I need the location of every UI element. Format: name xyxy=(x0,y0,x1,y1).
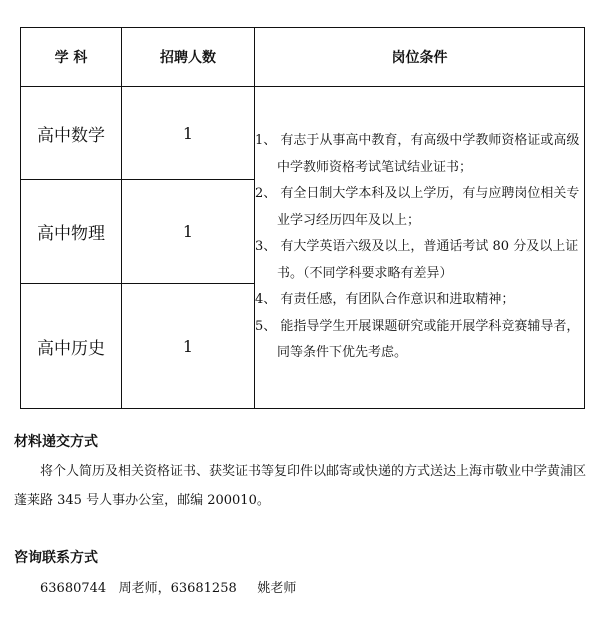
count-cell: 1 xyxy=(122,180,255,284)
subject-cell: 高中历史 xyxy=(21,284,122,409)
count-cell: 1 xyxy=(122,284,255,409)
header-subject: 学 科 xyxy=(21,28,122,87)
header-count: 招聘人数 xyxy=(122,28,255,87)
inquiry-contacts: 63680744 周老师，63681258 姚老师 xyxy=(40,581,297,596)
count-cell: 1 xyxy=(122,87,255,180)
condition-item: 3、 有大学英语六级及以上，普通话考试 80 分及以上证书。（不同学科要求略有差异） xyxy=(255,239,579,281)
recruitment-table xyxy=(20,27,585,409)
table-header-row xyxy=(21,28,585,87)
header-conditions: 岗位条件 xyxy=(255,28,585,87)
condition-item: 1、 有志于从事高中教育，有高级中学教师资格证或高级中学教师资格考试笔试结业证书； xyxy=(255,133,580,175)
condition-item: 5、 能指导学生开展课题研究或能开展学科竞赛辅导者，同等条件下优先考虑。 xyxy=(255,318,580,361)
inquiry-title: 咨询联系方式 xyxy=(14,550,98,566)
submission-title: 材料递交方式 xyxy=(14,434,98,450)
submission-text: 将个人简历及相关资格证书、获奖证书等复印件以邮寄或快递的方式送达上海市敬业中学黄浦区蓬莱路 345 号人事办公室，邮编 200010。 xyxy=(14,464,587,508)
table-row xyxy=(21,87,585,180)
conditions-list xyxy=(255,128,584,367)
subject-cell: 高中物理 xyxy=(21,180,122,284)
conditions-cell xyxy=(255,87,585,409)
condition-item: 2、 有全日制大学本科及以上学历，有与应聘岗位相关专业学习经历四年及以上； xyxy=(255,186,580,228)
subject-cell: 高中数学 xyxy=(21,87,122,180)
condition-item: 4、 有责任感，有团队合作意识和进取精神； xyxy=(255,292,515,308)
